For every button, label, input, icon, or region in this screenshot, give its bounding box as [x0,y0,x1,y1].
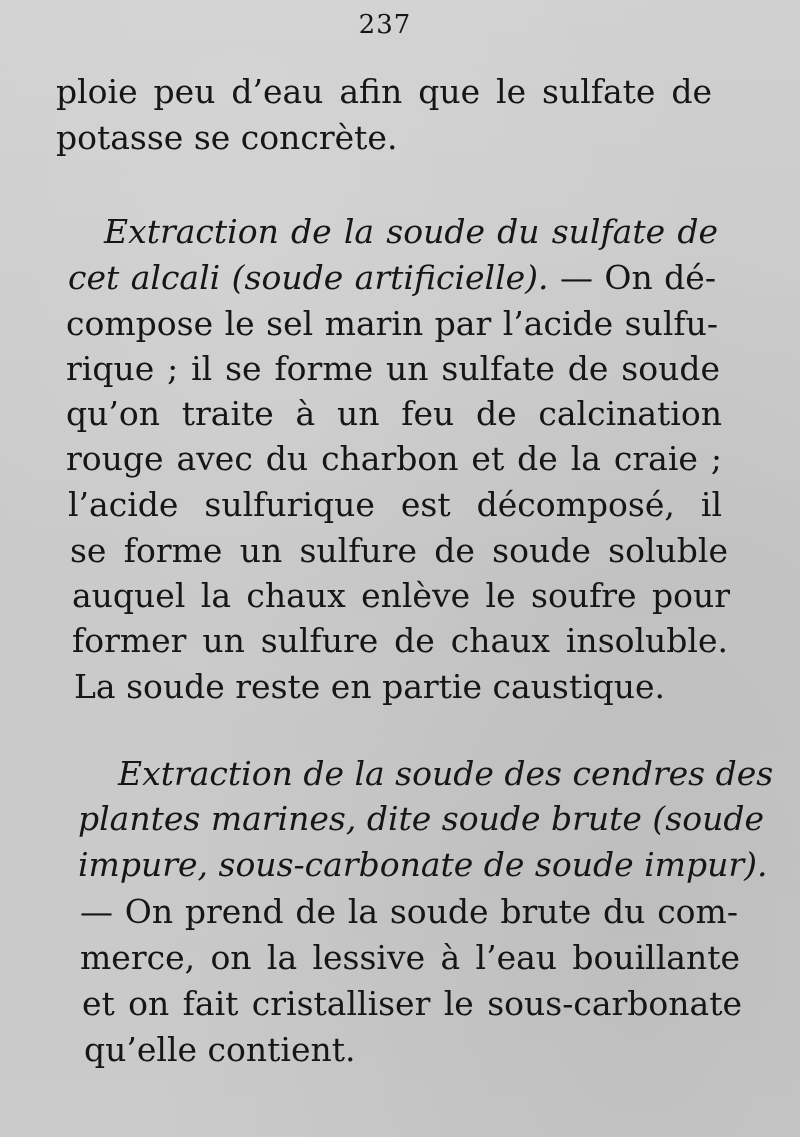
text-line: rouge avec du charbon et de la craie ; [66,439,722,478]
text-line: qu’elle contient. [84,1030,356,1069]
text-line: — On prend de la soude brute du com- [80,892,738,931]
text-line: compose le sel marin par l’acide sulfu- [66,304,718,343]
text-line: rique ; il se forme un sulfate de soude [66,349,720,388]
section-heading: Extraction de la soude des cendres des [118,754,774,793]
text-line: l’acide sulfurique est décomposé, il [68,485,722,524]
text-line: former un sulfure de chaux insoluble. [72,621,728,660]
text-line: merce, on la lessive à l’eau bouillante [80,938,740,977]
text-segment: — On dé- [548,258,716,297]
section-heading: plantes marines, dite soude brute (soude [78,799,764,838]
section-heading: Extraction de la soude du sulfate de [104,212,718,251]
section-heading: impure, sous-carbonate de soude impur). [78,845,768,884]
text-line: auquel la chaux enlève le soufre pour [72,576,730,615]
text-line [68,256,716,300]
text-line: ploie peu d’eau afin que le sulfate de [56,72,712,111]
page-number: 237 [358,10,412,40]
text-line: potasse se concrète. [56,118,398,157]
text-line: se forme un sulfure de soude soluble [70,531,728,570]
text-line: La soude reste en partie caustique. [74,667,666,706]
text-line: et on fait cristalliser le sous-carbonate [82,984,742,1023]
text-line: qu’on traite à un feu de calcination [66,394,722,433]
section-heading-continued: cet alcali (soude artificielle). [68,258,549,297]
